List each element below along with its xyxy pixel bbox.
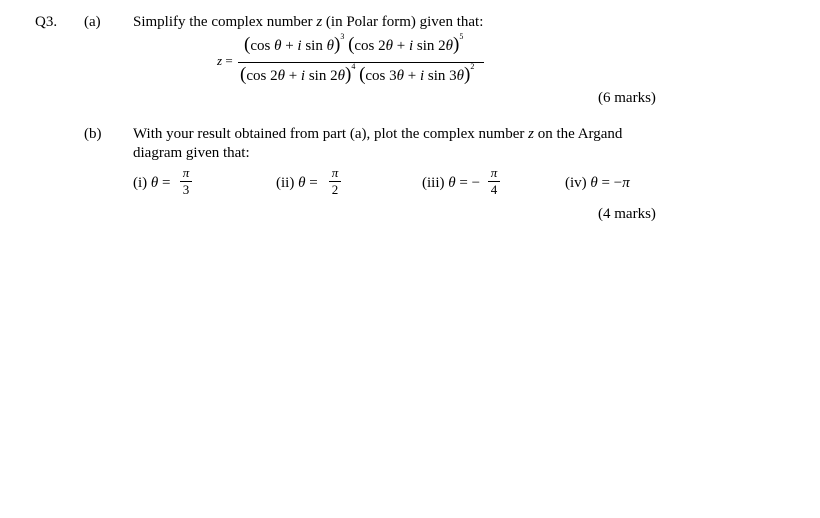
equation-numerator: (cos θ + i sin θ)$^3$ (cos 2θ + i sin 2θ)$^5$ [244,32,464,55]
part-a-marks: (6 marks) [598,90,656,106]
equation-denominator: (cos 2θ + i sin 2θ)$^4$ (cos 3θ + i sin 3θ)$^2$ [240,62,475,85]
case-label: (iii) θ = − [422,175,481,191]
fraction: π 3 [180,165,192,198]
case-label: (i) θ = [133,175,171,191]
case-label: (ii) θ = [276,175,318,191]
fraction: π 4 [488,165,500,198]
question-number: Q3. [35,14,58,30]
part-a-text: Simplify the complex number z (in Polar form) given that: [133,14,484,30]
equation-lhs: z = [217,53,233,68]
part-b-text-line2: diagram given that: [133,145,250,161]
part-b-text-line1: With your result obtained from part (a), plot the complex number z on the Argand [133,126,623,142]
part-b-label: (b) [84,126,102,142]
part-b-marks: (4 marks) [598,206,656,222]
fraction: π 2 [329,165,341,198]
fraction-bar [238,62,484,63]
part-a-label: (a) [84,14,101,30]
case-label: (iv) θ = −π [565,175,630,191]
